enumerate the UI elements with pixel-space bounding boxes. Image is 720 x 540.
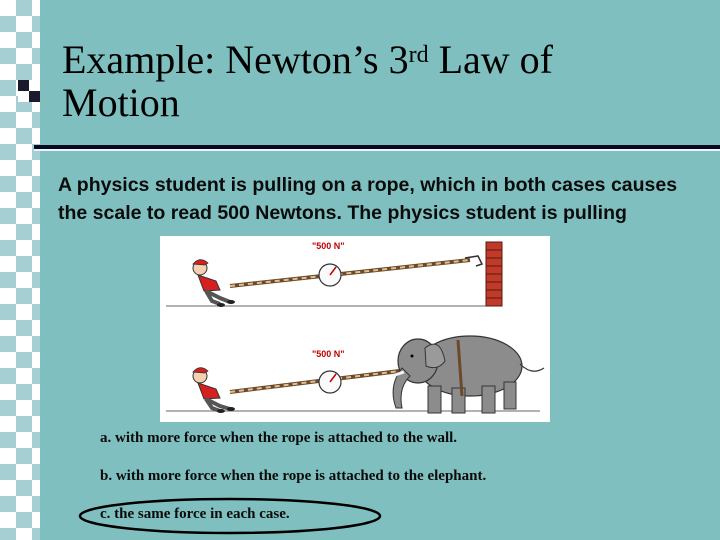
scale-reading-bottom: "500 N" xyxy=(312,349,345,359)
checker-cell xyxy=(16,272,32,288)
correct-answer-highlight xyxy=(77,496,383,536)
checker-cell xyxy=(0,352,16,368)
checker-cell xyxy=(16,336,32,352)
checker-cell xyxy=(16,240,32,256)
checker-cell xyxy=(32,192,40,208)
checker-cell xyxy=(16,176,32,192)
checker-cell xyxy=(16,528,32,540)
student-bottom-icon xyxy=(193,368,235,413)
checker-cell xyxy=(16,496,32,512)
elephant-icon xyxy=(392,336,544,413)
checker-cell xyxy=(32,416,40,432)
checker-cell xyxy=(32,512,40,528)
checker-cell xyxy=(0,224,16,240)
checker-cell xyxy=(0,64,16,80)
checker-cell xyxy=(16,48,32,64)
option-a[interactable]: a. with more force when the rope is attached to the wall. xyxy=(100,430,458,446)
checker-cell xyxy=(32,160,40,176)
checker-cell xyxy=(0,96,16,112)
checker-cell xyxy=(0,320,16,336)
title-text-end: Law of Motion xyxy=(62,37,554,125)
title-superscript: rd xyxy=(408,42,429,68)
checker-cell xyxy=(16,208,32,224)
checker-cell xyxy=(0,32,16,48)
question-text: A physics student is pulling on a rope, which in both cases causes the scale to read 500 Newtons. The physics student is pulling xyxy=(58,174,678,224)
checker-cell xyxy=(0,256,16,272)
title-bullet-icon xyxy=(18,80,40,102)
checker-cell xyxy=(0,480,16,496)
checker-cell xyxy=(16,16,32,32)
option-c[interactable]: c. the same force in each case. xyxy=(100,506,290,522)
slide-title xyxy=(62,38,662,124)
title-text: Example: Newton’s 3 xyxy=(62,37,409,82)
student-top-icon xyxy=(193,260,235,307)
checker-cell xyxy=(16,144,32,160)
checker-cell xyxy=(16,432,32,448)
checker-cell xyxy=(0,128,16,144)
scale-top-icon xyxy=(319,264,341,286)
checker-cell xyxy=(0,288,16,304)
checker-cell xyxy=(0,192,16,208)
checker-cell xyxy=(32,480,40,496)
checker-cell xyxy=(16,400,32,416)
checker-cell xyxy=(16,464,32,480)
option-b[interactable]: b. with more force when the rope is attached to the elephant. xyxy=(100,468,487,484)
checker-cell xyxy=(0,0,16,16)
checker-cell xyxy=(32,64,40,80)
title-divider-highlight xyxy=(34,149,720,151)
checker-cell xyxy=(32,32,40,48)
scale-reading-top: "500 N" xyxy=(312,241,345,251)
checker-cell xyxy=(0,512,16,528)
checker-cell xyxy=(0,416,16,432)
checker-cell xyxy=(32,0,40,16)
checker-cell xyxy=(16,368,32,384)
scale-bottom-icon xyxy=(319,371,341,393)
checker-cell xyxy=(32,128,40,144)
checker-cell xyxy=(32,224,40,240)
checker-cell xyxy=(32,352,40,368)
brick-wall-icon xyxy=(486,242,502,306)
checker-cell xyxy=(32,288,40,304)
checker-cell xyxy=(32,448,40,464)
checker-cell xyxy=(16,112,32,128)
checker-cell xyxy=(32,256,40,272)
checker-cell xyxy=(16,304,32,320)
checker-cell xyxy=(32,384,40,400)
checker-cell xyxy=(0,384,16,400)
illustration-drawing xyxy=(160,236,550,422)
checker-cell xyxy=(0,448,16,464)
checker-cell xyxy=(0,160,16,176)
checker-cell xyxy=(32,320,40,336)
tug-of-war-illustration xyxy=(160,236,550,422)
